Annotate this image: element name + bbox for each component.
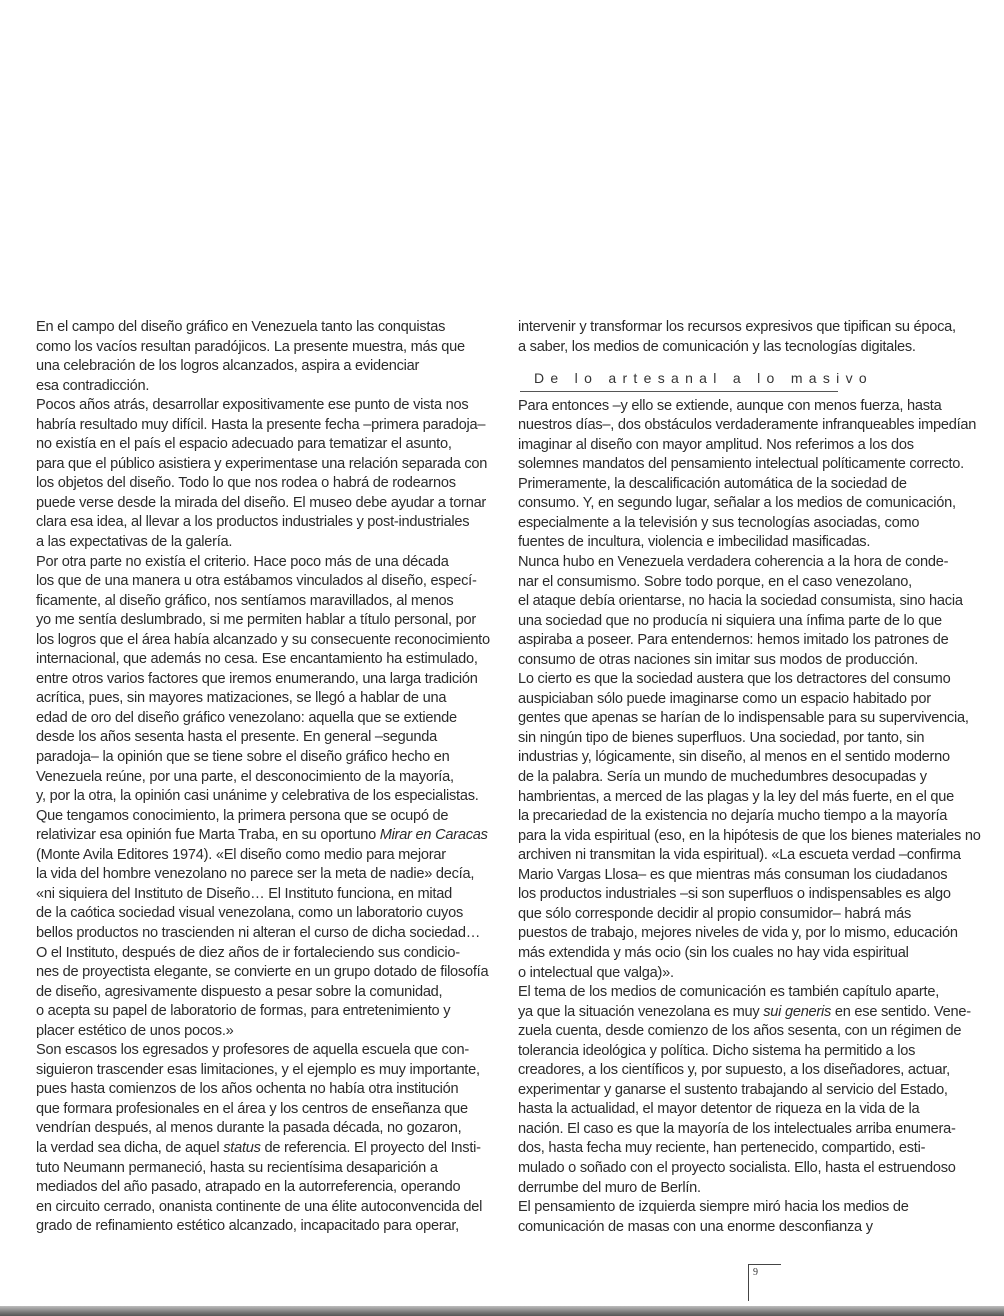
text-line	[36, 416, 498, 436]
text-segment: derrumbe del muro de Berlín.	[518, 1179, 701, 1196]
text-line	[518, 494, 980, 514]
text-line	[518, 788, 980, 808]
text-line	[518, 748, 980, 768]
text-segment: acrítica, pues, sin mayores matizaciones, se llegó a hablar de una	[36, 690, 447, 707]
text-segment: edad de oro del diseño gráfico venezolano: aquella que se extiende	[36, 709, 457, 726]
text-segment: de referencia. El proyecto del Insti-	[260, 1139, 481, 1156]
text-segment: Mario Vargas Llosa– es que mientras más consuman los ciudadanos	[518, 866, 948, 883]
text-segment: ficamente, al diseño gráfico, nos sentíamos maravillados, al menos	[36, 592, 454, 609]
text-segment: la precariedad de la existencia no dejaría mucho tiempo a la mayoría	[518, 808, 948, 825]
text-line	[518, 318, 980, 338]
text-segment: los objetos del diseño. Todo lo que nos rodea o habrá de rodearnos	[36, 475, 456, 492]
text-line	[518, 397, 980, 417]
text-segment: paradoja– la opinión que se tiene sobre el diseño gráfico hecho en	[36, 749, 450, 766]
text-line	[36, 631, 498, 651]
text-line	[36, 1080, 498, 1100]
text-segment: fuentes de incultura, violencia e imbecilidad masificadas.	[518, 534, 871, 551]
text-line	[518, 573, 980, 593]
text-segment: Son escasos los egresados y profesores de aquella escuela que con-	[36, 1042, 469, 1059]
text-line	[36, 1217, 498, 1237]
text-line	[518, 1022, 980, 1042]
text-segment: Nunca hubo en Venezuela verdadera coherencia a la hora de conde-	[518, 554, 949, 571]
text-line	[36, 474, 498, 494]
text-line	[36, 1100, 498, 1120]
text-segment: desde los años sesenta hasta el presente. En general –segunda	[36, 729, 437, 746]
text-segment: la vida del hombre venezolano no parece ser la meta de nadie» decía,	[36, 866, 475, 883]
text-line	[518, 1003, 980, 1023]
text-line	[36, 455, 498, 475]
text-segment: nación. El caso es que la mayoría de los intelectuales arriba enumera-	[518, 1120, 956, 1137]
text-segment: comunicación de masas con una enorme desconfianza y	[518, 1218, 873, 1235]
text-segment: relativizar esa opinión fue Marta Traba, en su oportuno	[36, 827, 380, 844]
text-line	[36, 396, 498, 416]
text-line	[518, 670, 980, 690]
text-line	[518, 924, 980, 944]
text-line	[36, 963, 498, 983]
text-segment: nar el consumismo. Sobre todo porque, en el caso venezolano,	[518, 573, 912, 590]
text-segment: para la vida espiritual (eso, en la hipótesis de que los bienes materiales no	[518, 827, 981, 844]
text-segment: Lo cierto es que la sociedad austera que los detractores del consumo	[518, 671, 951, 688]
text-line	[36, 513, 498, 533]
text-segment: sin ningún tipo de bienes superfluos. Una sociedad, por tanto, sin	[518, 729, 925, 746]
right-column-body	[518, 397, 980, 1238]
text-segment: habría resultado muy difícil. Hasta la presente fecha –primera paradoja–	[36, 416, 486, 433]
text-segment: Primeramente, la descalificación automática de la sociedad de	[518, 475, 907, 492]
text-segment: pues hasta comienzos de los años ochenta no había otra institución	[36, 1081, 459, 1098]
text-segment: placer estético de unos pocos.»	[36, 1022, 234, 1039]
text-line	[518, 1198, 980, 1218]
text-line	[36, 787, 498, 807]
text-line	[36, 807, 498, 827]
text-segment: clara esa idea, al llevar a los productos industriales y post-industriales	[36, 514, 470, 531]
text-segment: Por otra parte no existía el criterio. Hace poco más de una década	[36, 553, 449, 570]
text-segment: una sociedad que no producía ni siquiera una ínfima parte de lo que	[518, 612, 942, 629]
text-segment: intervenir y transformar los recursos expresivos que tipifican su época,	[518, 319, 956, 335]
text-segment: puestos de trabajo, mejores niveles de vida y, por lo mismo, educación	[518, 925, 958, 942]
text-line	[518, 1081, 980, 1101]
text-line	[36, 1178, 498, 1198]
text-line	[518, 592, 980, 612]
text-segment: el ataque debía orientarse, no hacia la sociedad consumista, sino hacia	[518, 593, 963, 610]
text-line	[518, 631, 980, 651]
text-segment: O el Instituto, después de diez años de ir fortaleciendo sus condicio-	[36, 944, 460, 961]
text-line	[36, 592, 498, 612]
text-segment: ya que la situación venezolana es muy	[518, 1003, 764, 1020]
left-text-column	[36, 318, 498, 1237]
text-line	[36, 885, 498, 905]
text-segment: de la palabra. Sería un mundo de muchedumbres desocupadas y	[518, 769, 927, 786]
text-segment: grado de refinamiento estético alcanzado, incapacitado para operar,	[36, 1218, 459, 1235]
section-heading	[518, 369, 980, 389]
text-line	[36, 338, 498, 358]
text-segment: Para entonces –y ello se extiende, aunque con menos fuerza, hasta	[518, 397, 942, 414]
text-segment: en circuito cerrado, onanista continente de una élite autoconvencida del	[36, 1198, 483, 1215]
text-line	[518, 533, 980, 553]
text-line	[518, 1179, 980, 1199]
text-line	[36, 1022, 498, 1042]
text-line	[518, 455, 980, 475]
text-segment: como los vacíos resultan paradójicos. La presente muestra, más que	[36, 338, 465, 355]
italic-text: sui generis	[763, 1003, 832, 1020]
text-segment: que formara profesionales en el área y los centros de enseñanza que	[36, 1100, 468, 1117]
text-line	[518, 1120, 980, 1140]
right-text-column	[518, 318, 980, 1237]
section-underline	[520, 391, 838, 392]
text-segment: archiven ni transmitan la vida espiritual). «La escueta verdad –confirma	[518, 847, 961, 864]
text-segment: aspiraba a poseer. Para entendernos: hemos imitado los patrones de	[518, 632, 949, 649]
text-segment: que sólo corresponde decidir al propio consumidor– habrá más	[518, 905, 912, 922]
text-line	[518, 514, 980, 534]
text-segment: nes de proyectista elegante, se convierte en un grupo dotado de filosofía	[36, 964, 489, 981]
text-segment: la verdad sea dicha, de aquel	[36, 1139, 224, 1156]
text-line	[518, 729, 980, 749]
text-segment: creadores, a los científicos y, por supuesto, a los diseñadores, actuar,	[518, 1062, 950, 1079]
text-segment: nuestros días–, dos obstáculos verdaderamente infranqueables impedían	[518, 417, 977, 434]
text-line	[36, 1159, 498, 1179]
text-segment: o intelectual que valga)».	[518, 964, 674, 981]
text-line	[518, 768, 980, 788]
text-segment: Venezuela reúne, por una parte, el desconocimiento de la mayoría,	[36, 768, 454, 785]
text-line	[36, 768, 498, 788]
text-line	[36, 572, 498, 592]
text-segment: experimentar y ganarse el sustento trabajando al servicio del Estado,	[518, 1081, 948, 1098]
text-segment: no existía en el país el espacio adecuado para tematizar el asunto,	[36, 436, 452, 453]
text-segment: de diseño, agresivamente dispuesto a pesar sobre la comunidad,	[36, 983, 443, 1000]
text-line	[518, 709, 980, 729]
text-line	[36, 1139, 498, 1159]
text-line	[36, 1061, 498, 1081]
text-segment: consumo. Y, en segundo lugar, señalar a los medios de comunicación,	[518, 495, 956, 512]
italic-text: status	[223, 1139, 261, 1156]
text-line	[518, 436, 980, 456]
text-segment: El tema de los medios de comunicación es también capítulo aparte,	[518, 984, 939, 1001]
text-segment: hambrientas, a merced de las plagas y la ley del más fuerte, en el que	[518, 788, 954, 805]
text-line	[36, 846, 498, 866]
text-segment: siguieron trascender esas limitaciones, y el ejemplo es muy importante,	[36, 1061, 480, 1078]
text-line	[36, 983, 498, 1003]
text-segment: puede verse desde la mirada del diseño. El museo debe ayudar a tornar	[36, 494, 487, 511]
text-segment: a las expectativas de la galería.	[36, 534, 233, 551]
text-segment: industrias y, lógicamente, sin diseño, al menos en el sentido moderno	[518, 749, 950, 766]
text-line	[518, 1042, 980, 1062]
text-line	[36, 1002, 498, 1022]
text-line	[518, 905, 980, 925]
right-column-intro	[518, 318, 980, 357]
text-line	[36, 865, 498, 885]
page-number-frame	[748, 1264, 781, 1301]
italic-text: Mirar en Caracas	[379, 827, 488, 844]
text-segment: imaginar al diseño con mayor amplitud. Nos referimos a los dos	[518, 436, 914, 453]
text-segment: a saber, los medios de comunicación y las tecnologías digitales.	[518, 338, 916, 355]
text-line	[518, 690, 980, 710]
text-line	[518, 846, 980, 866]
text-line	[36, 611, 498, 631]
text-segment: El pensamiento de izquierda siempre miró hacia los medios de	[518, 1199, 909, 1216]
scan-bottom-edge	[0, 1306, 1004, 1316]
text-segment: para que el público asistiera y experimentase una relación separada con	[36, 455, 488, 472]
text-segment: solemnes mandatos del pensamiento intelectual políticamente correcto.	[518, 456, 964, 473]
text-line	[36, 689, 498, 709]
text-line	[518, 885, 980, 905]
text-segment: dos, hasta fecha muy reciente, han pertenecido, compartido, esti-	[518, 1140, 926, 1157]
text-segment: En el campo del diseño gráfico en Venezuela tanto las conquistas	[36, 319, 446, 335]
text-line	[36, 650, 498, 670]
text-line	[36, 709, 498, 729]
text-line	[518, 964, 980, 984]
text-line	[36, 728, 498, 748]
text-segment: entre otros varios factores que iremos enumerando, una larga tradición	[36, 670, 478, 687]
text-segment: esa contradicción.	[36, 377, 150, 394]
section-title: De lo artesanal a lo masivo	[534, 370, 873, 387]
text-line	[36, 924, 498, 944]
text-line	[36, 553, 498, 573]
text-line	[518, 416, 980, 436]
text-segment: los productos industriales –si son superfluos o indispensables es algo	[518, 886, 951, 903]
text-segment: consumo de otras naciones sin imitar sus modos de producción.	[518, 651, 919, 668]
text-line	[518, 807, 980, 827]
text-line	[518, 338, 980, 358]
text-segment: mediados del año pasado, atrapado en la autorreferencia, operando	[36, 1179, 461, 1196]
text-line	[518, 1218, 980, 1238]
text-segment: en ese sentido. Vene-	[831, 1003, 971, 1020]
text-line	[518, 944, 980, 964]
text-line	[36, 670, 498, 690]
text-line	[518, 612, 980, 632]
text-line	[36, 1041, 498, 1061]
text-segment: los logros que el área había alcanzado y su consecuente reconocimiento	[36, 631, 490, 648]
text-segment: especialmente a la televisión y sus tecnologías asociadas, como	[518, 514, 920, 531]
text-line	[36, 494, 498, 514]
text-line	[36, 357, 498, 377]
text-line	[518, 1139, 980, 1159]
text-segment: Pocos años atrás, desarrollar expositivamente ese punto de vista nos	[36, 397, 469, 414]
text-line	[518, 1159, 980, 1179]
text-line	[36, 826, 498, 846]
text-segment: de la caótica sociedad visual venezolana, como un laboratorio cuyos	[36, 905, 464, 922]
text-segment: tolerancia ideológica y política. Dicho sistema ha permitido a los	[518, 1042, 916, 1059]
text-line	[36, 318, 498, 338]
text-line	[36, 435, 498, 455]
text-segment: mulado o soñado con el proyecto socialista. Ello, hasta el estruendoso	[518, 1159, 956, 1176]
text-segment: tuto Neumann permaneció, hasta su recientísima desaparición a	[36, 1159, 438, 1176]
text-line	[36, 904, 498, 924]
text-segment: zuela cuenta, desde comienzo de los años sesenta, con un régimen de	[518, 1023, 962, 1040]
text-segment: vendrían después, al menos durante la pasada década, no gozaron,	[36, 1120, 462, 1137]
text-segment: o acepta su papel de laboratorio de formas, para entretenimiento y	[36, 1003, 451, 1020]
text-line	[518, 1061, 980, 1081]
text-segment: una celebración de los logros alcanzados, aspira a evidenciar	[36, 358, 420, 375]
text-line	[36, 1198, 498, 1218]
page-number: 9	[753, 1267, 758, 1278]
text-segment: internacional, que además no cesa. Ese encantamiento ha estimulado,	[36, 651, 478, 668]
text-segment: yo me sentía deslumbrado, si me permiten hablar a título personal, por	[36, 612, 477, 629]
text-segment: bellos productos no trascienden ni alteran el curso de dicha sociedad…	[36, 924, 481, 941]
text-line	[36, 377, 498, 397]
text-line	[36, 944, 498, 964]
text-line	[518, 866, 980, 886]
text-segment: y, por la otra, la opinión casi unánime y celebrativa de los especialistas.	[36, 788, 479, 805]
text-line	[36, 533, 498, 553]
text-line	[36, 748, 498, 768]
text-segment: los que de una manera u otra estábamos vinculados al diseño, especí-	[36, 573, 477, 590]
text-line	[36, 1119, 498, 1139]
text-segment: auspiciaban sólo puede imaginarse como un espacio habitado por	[518, 690, 931, 707]
text-line	[518, 983, 980, 1003]
text-segment: hasta la actualidad, el mayor detentor de riqueza en la vida de la	[518, 1101, 920, 1118]
text-segment: Que tengamos conocimiento, la primera persona que se ocupó de	[36, 807, 449, 824]
text-segment: gentes que apenas se harían de lo indispensable para su supervivencia,	[518, 710, 969, 727]
text-line	[518, 1100, 980, 1120]
text-segment: más extendida y más ocio (sin los cuales no hay vida espiritual	[518, 944, 909, 961]
text-line	[518, 475, 980, 495]
text-line	[518, 827, 980, 847]
text-segment: (Monte Avila Editores 1974). «El diseño como medio para mejorar	[36, 846, 446, 863]
text-segment: «ni siquiera del Instituto de Diseño… El Instituto funciona, en mitad	[36, 885, 452, 902]
text-line	[518, 651, 980, 671]
text-line	[518, 553, 980, 573]
